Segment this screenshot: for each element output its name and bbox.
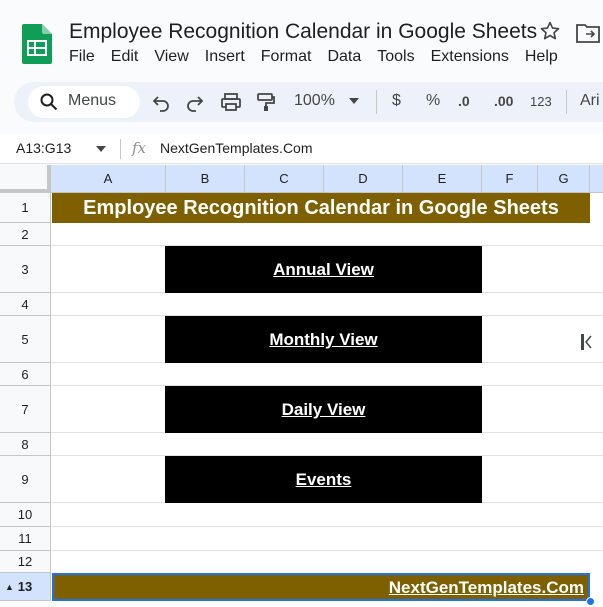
gridline bbox=[51, 550, 603, 551]
menu-edit[interactable]: Edit bbox=[110, 48, 139, 65]
chevron-down-icon[interactable] bbox=[348, 96, 360, 106]
move-folder-icon[interactable] bbox=[575, 22, 603, 44]
row-header-11[interactable]: 11 bbox=[0, 527, 51, 551]
column-header-c[interactable]: C bbox=[245, 165, 324, 193]
redo-icon[interactable] bbox=[186, 92, 204, 112]
menu-help[interactable]: Help bbox=[524, 48, 558, 65]
events-button[interactable]: Events bbox=[165, 456, 482, 503]
formula-input[interactable]: NextGenTemplates.Com bbox=[160, 140, 313, 156]
row-header-13[interactable] bbox=[0, 573, 51, 601]
row-header-6[interactable]: 6 bbox=[0, 363, 51, 386]
row-header-3[interactable]: 3 bbox=[0, 246, 51, 293]
column-header-b[interactable]: B bbox=[166, 165, 245, 193]
monthly-view-button[interactable]: Monthly View bbox=[165, 316, 482, 363]
fill-handle[interactable] bbox=[586, 597, 595, 606]
star-icon[interactable] bbox=[539, 20, 561, 42]
title-bar bbox=[0, 0, 603, 80]
row-header-2[interactable]: 2 bbox=[0, 223, 51, 246]
daily-view-button[interactable]: Daily View bbox=[165, 386, 482, 433]
formula-bar bbox=[0, 134, 603, 164]
currency-format-button[interactable]: $ bbox=[392, 92, 401, 109]
column-header-g[interactable]: G bbox=[538, 165, 590, 193]
print-icon[interactable] bbox=[220, 92, 242, 112]
column-header-f[interactable]: F bbox=[482, 165, 538, 193]
menu-extensions[interactable]: Extensions bbox=[430, 48, 509, 65]
menu-file[interactable]: File bbox=[69, 48, 95, 65]
selected-range-a13-g13[interactable] bbox=[52, 573, 590, 601]
row-header-12[interactable]: 12 bbox=[0, 551, 51, 573]
menu-search[interactable] bbox=[28, 86, 140, 118]
toolbar-divider bbox=[376, 90, 377, 114]
decrease-decimal-button[interactable]: .0 bbox=[458, 93, 470, 109]
more-formats-button[interactable]: 123 bbox=[530, 94, 552, 109]
row-header-1[interactable]: 1 bbox=[0, 193, 51, 223]
menu-bar bbox=[69, 48, 574, 66]
menu-insert[interactable]: Insert bbox=[204, 48, 245, 65]
row-header-7[interactable]: 7 bbox=[0, 386, 51, 433]
font-select[interactable]: Ari bbox=[580, 92, 600, 109]
sheets-logo-icon[interactable] bbox=[22, 24, 52, 64]
toolbar bbox=[14, 82, 603, 122]
menu-tools[interactable]: Tools bbox=[377, 48, 415, 65]
column-resize-handle-icon[interactable] bbox=[580, 333, 592, 351]
menu-data[interactable]: Data bbox=[327, 48, 362, 65]
formula-divider bbox=[120, 139, 121, 159]
chevron-down-icon[interactable] bbox=[96, 146, 106, 152]
row-header-8[interactable]: 8 bbox=[0, 433, 51, 456]
toolbar-divider bbox=[566, 90, 567, 114]
percent-format-button[interactable]: % bbox=[426, 92, 441, 109]
row-header-10[interactable]: 10 bbox=[0, 503, 51, 527]
menu-format[interactable]: Format bbox=[260, 48, 312, 65]
footer-website-link[interactable]: NextGenTemplates.Com bbox=[388, 578, 584, 597]
column-header-d[interactable]: D bbox=[324, 165, 403, 193]
paint-format-icon[interactable] bbox=[256, 92, 276, 112]
menu-view[interactable]: View bbox=[154, 48, 189, 65]
column-header-e[interactable]: E bbox=[403, 165, 482, 193]
increase-decimal-button[interactable]: .00 bbox=[494, 93, 514, 109]
fx-icon: fx bbox=[132, 139, 147, 157]
sheet-grid[interactable] bbox=[0, 165, 603, 607]
column-header-overflow bbox=[590, 165, 603, 193]
row-number: 13 bbox=[17, 579, 33, 594]
document-title[interactable]: Employee Recognition Calendar in Google Sheets bbox=[69, 20, 538, 43]
row-header-4[interactable]: 4 bbox=[0, 293, 51, 316]
gridline bbox=[51, 526, 603, 527]
row-header-9[interactable]: 9 bbox=[0, 456, 51, 503]
search-label: Menus bbox=[68, 92, 117, 109]
name-box[interactable]: A13:G13 bbox=[16, 140, 72, 156]
select-all-corner[interactable] bbox=[0, 165, 51, 193]
sheet-title-banner: Employee Recognition Calendar in Google Sheets bbox=[52, 193, 590, 223]
search-icon bbox=[40, 93, 58, 111]
undo-icon[interactable] bbox=[152, 92, 170, 112]
collapse-arrow-icon[interactable]: ▲ bbox=[5, 582, 14, 592]
annual-view-button[interactable]: Annual View bbox=[165, 246, 482, 293]
column-header-a[interactable]: A bbox=[51, 165, 166, 193]
zoom-select[interactable]: 100% bbox=[294, 92, 335, 109]
row-header-5[interactable]: 5 bbox=[0, 316, 51, 363]
